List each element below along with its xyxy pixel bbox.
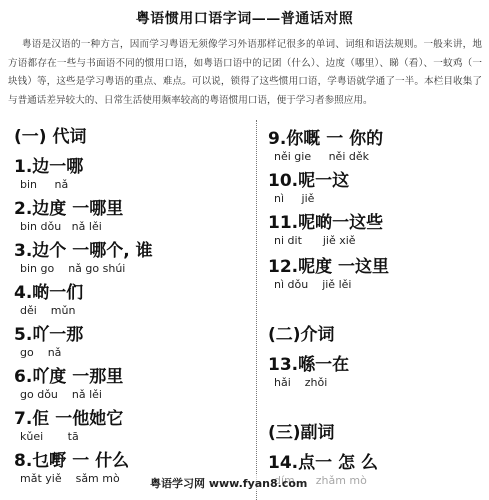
section-heading: (一) 代词 [14,127,87,147]
entry-4 [14,278,83,317]
page-title: 粤语惯用口语字词——普通话对照 [135,11,354,27]
section-heading: (二)介词 [268,325,335,345]
entry-hanzi: 9.你嘅 一 你的 [268,129,384,149]
entry-pinyin: něi gie něi děk [274,150,369,163]
entry-5 [14,320,83,359]
entry-2 [14,194,123,233]
entry-pinyin: děi mǔn [20,304,76,317]
entry-10 [268,166,349,205]
entry-pinyin: go nǎ [20,346,62,359]
entry-7 [14,404,123,443]
entry-pinyin: nì jiě [274,192,315,205]
entry-hanzi: 1.边一哪 [14,157,84,177]
watermark-footer: 粤语学习网 www.fyan8.com [150,475,450,491]
entry-13 [268,350,349,389]
entry-hanzi: 7.佢 一他她它 [14,409,124,429]
entry-11 [268,208,383,247]
entry-8 [14,446,129,485]
entry-hanzi: 3.边个 一哪个, 谁 [14,241,153,261]
entry-hanzi: 12.呢度 一这里 [268,257,390,277]
entry-1 [14,152,83,191]
entry-pinyin: nì dǒu jiě lěi [274,278,352,291]
entry-hanzi: 10.呢一这 [268,171,350,191]
entry-hanzi: 5.吖一那 [14,325,84,345]
entry-pinyin: bin nǎ [20,178,69,191]
entry-pinyin: bin dǒu nǎ lěi [20,220,102,233]
entry-12 [268,252,389,291]
entry-pinyin: hǎi zhǒi [274,376,328,389]
entry-pinyin: kǔei tā [20,430,79,443]
entry-6 [14,362,123,401]
entry-pinyin: ni dit jiě xiě [274,234,356,247]
section-prepositions [268,320,335,345]
section-heading: (三)副词 [268,423,335,443]
entry-pinyin: bin go nǎ go shúi [20,262,126,275]
section-pronouns [14,122,86,147]
entry-pinyin: mǎt yiě sǎm mò [20,472,120,485]
entry-3 [14,236,153,275]
entry-hanzi: 13.喺一在 [268,355,350,375]
column-divider [256,120,258,500]
entry-hanzi: 8.乜嘢 一 什么 [14,451,130,471]
entry-hanzi: 2.边度 一哪里 [14,199,124,219]
entry-hanzi: 6.吖度 一那里 [14,367,124,387]
entry-9 [268,124,383,163]
entry-pinyin: go dǒu nǎ lěi [20,388,102,401]
entry-hanzi: 14.点一 怎 么 [268,453,378,473]
entry-hanzi: 4.啲一们 [14,283,84,303]
entry-hanzi: 11.呢啲一这些 [268,213,384,233]
intro-paragraph: 粤语是汉语的一种方言，因而学习粤语无须像学习外语那样记很多的单词、词组和语法规则。一般来讲，地方语都存在一些与书面语不同的惯用口语，如粤语口语中的记团（什么）、边度（哪里）、睇（看）、一蚊鸡（一块钱）等，这些是学习粤语的重点、难点。可以说，锁得了这些惯用口语，学粤语就学通了一半。本栏目收集了与普通话差异较大的、日常生活使用频率较高的粤语惯用口语，便于学习者参照应用。 [8,39,482,106]
section-adverbs [268,418,335,443]
